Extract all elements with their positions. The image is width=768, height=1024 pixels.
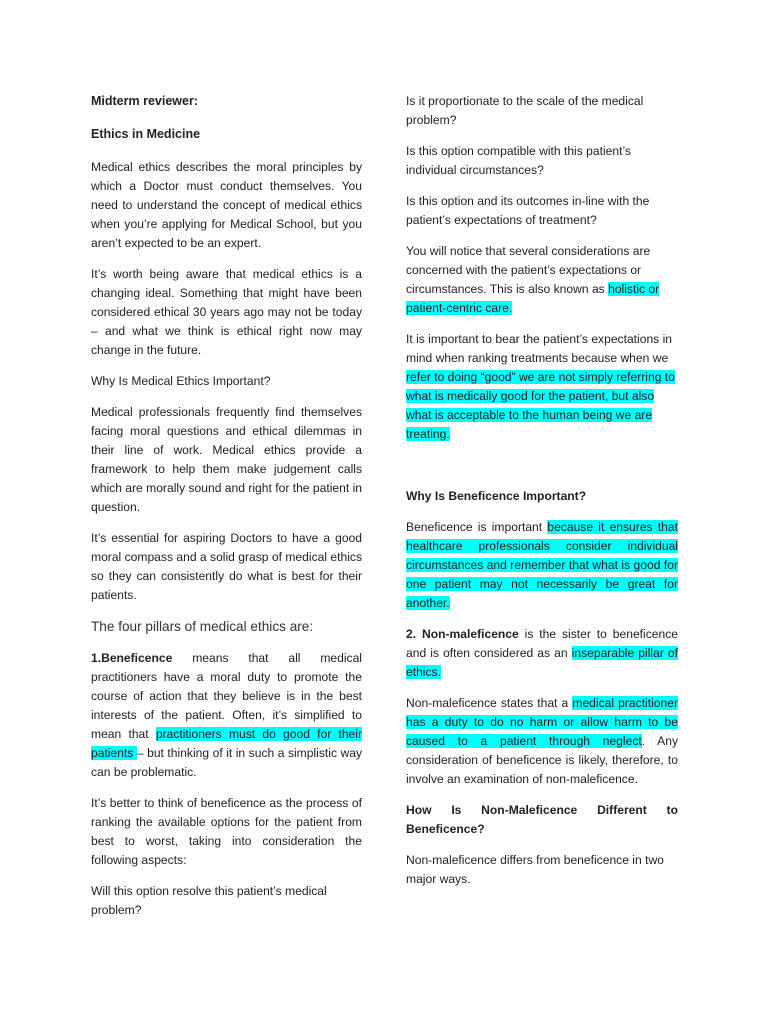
highlight-holistic: holistic or patient-centric care. (406, 282, 660, 315)
pillars-heading: The four pillars of medical ethics are: (91, 619, 314, 634)
paragraph-beneficence-important (406, 518, 678, 613)
paragraph-expectations (406, 330, 678, 444)
right-column (406, 92, 678, 901)
paragraph-no-harm (406, 694, 678, 789)
beneficence-text-a: means that all medical practitioners have a moral duty to promote the course of action that they believe is in the best interests of the patient. Often, it’s simplified to mean that (91, 651, 362, 741)
paragraph-ranking: It’s better to think of beneficence as the process of ranking the available options for the patient from best to worst, taking into consideration the following aspects: (91, 796, 362, 867)
highlight-good: refer to doing “good” we are not simply referring to what is medically good for the patient, but also what is acceptable to the human being we are treating. (406, 370, 675, 441)
question-why-important: Why Is Medical Ethics Important? (91, 374, 271, 388)
question-proportionate: Is it proportionate to the scale of the medical problem? (406, 94, 644, 127)
no-harm-text-b: . Any consideration of beneficence is likely, therefore, to involve an examination of non-maleficence. (406, 734, 678, 786)
paragraph-holistic (406, 242, 678, 318)
no-harm-text-a: Non-maleficence states that a (406, 696, 573, 710)
benef-important-text: Beneficence is important (406, 520, 548, 534)
beneficence-label: 1.Beneficence (91, 651, 173, 665)
highlight-ensures: because it ensures that healthcare professionals consider individual circumstances and remember that what is good for one patient may not necessarily be great for another. (406, 520, 678, 610)
highlight-inseparable: inseparable pillar of ethics. (406, 646, 678, 679)
section-title: Ethics in Medicine (91, 127, 201, 141)
heading-how-different: How Is Non-Maleficence Different to Beneficence? (406, 803, 678, 836)
paragraph-non-maleficence (406, 625, 678, 682)
highlight-duty: medical practitioner has a duty to do no harm or allow harm to be caused to a patient through neglect (406, 696, 678, 748)
left-column (91, 92, 362, 932)
beneficence-text-b: – but thinking of it in such a simplistic way can be problematic. (91, 746, 363, 779)
spacer (406, 456, 678, 487)
paragraph-two-ways: Non-maleficence differs from beneficence in two major ways. (406, 853, 664, 886)
non-maleficence-text: is the sister to beneficence and is often considered as an (406, 627, 678, 660)
page-title: Midterm reviewer: (91, 94, 198, 108)
paragraph-moral-compass: It’s essential for aspiring Doctors to have a good moral compass and a solid grasp of medical ethics so they can consistently do what is best for their patients. (91, 531, 362, 602)
question-in-line: Is this option and its outcomes in-line with the patient’s expectations of treatment? (406, 194, 650, 227)
paragraph-changing-ideal: It’s worth being aware that medical ethics is a changing ideal. Something that might have been considered ethical 30 years ago may not be today – and what we think is ethical right now may change in the future. (91, 267, 362, 357)
question-compatible: Is this option compatible with this patient’s individual circumstances? (406, 144, 631, 177)
paragraph-intro: Medical ethics describes the moral principles by which a Doctor must conduct themselves. You need to understand the concept of medical ethics when you’re applying for Medical School, but you aren’t expected to be an expert. (91, 160, 362, 250)
paragraph-framework: Medical professionals frequently find themselves facing moral questions and ethical dilemmas in their line of work. Medical ethics provide a framework to help them make judgement calls which are morally sound and right for the patient in question. (91, 405, 362, 514)
highlight-do-good: practitioners must do good for their patients (91, 727, 362, 760)
heading-why-beneficence: Why Is Beneficence Important? (406, 489, 587, 503)
holistic-text: You will notice that several considerations are concerned with the patient’s expectations or circumstances. This is also known as (406, 244, 651, 296)
paragraph-beneficence (91, 649, 362, 782)
expectations-text: It is important to bear the patient’s expectations in mind when ranking treatments because when we (406, 332, 672, 365)
question-resolve: Will this option resolve this patient’s medical problem? (91, 884, 327, 917)
non-maleficence-label: 2. Non-maleficence (406, 627, 519, 641)
